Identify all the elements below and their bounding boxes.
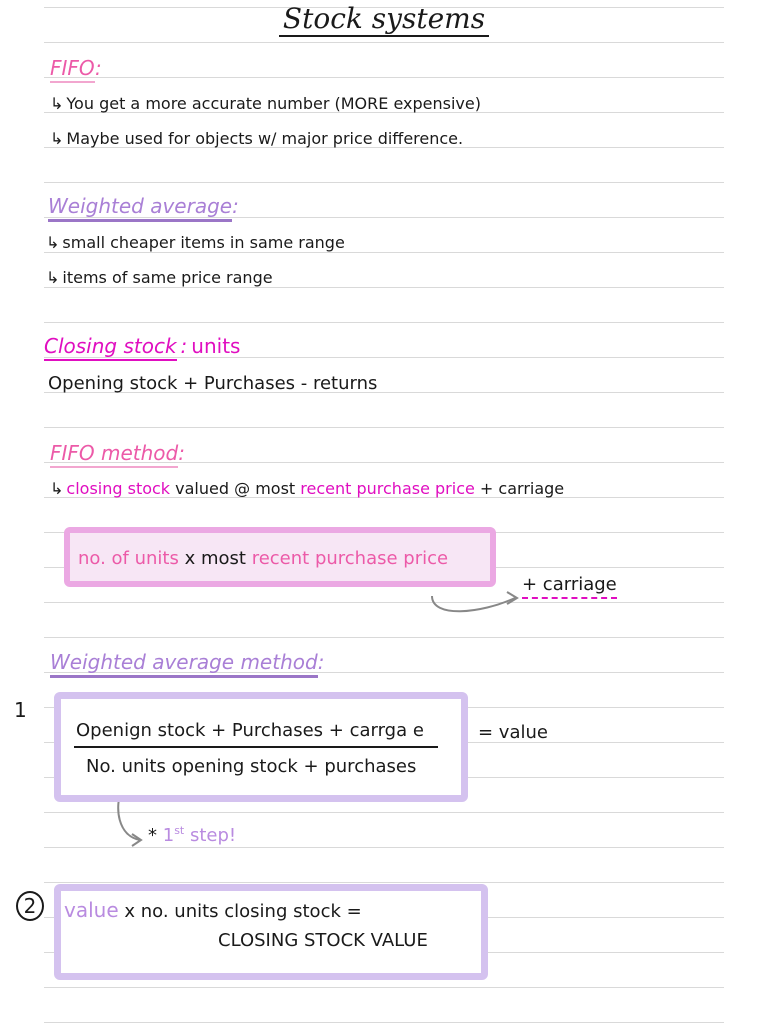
hook-arrow-icon: ↳ bbox=[46, 268, 60, 287]
weighted-average-heading bbox=[48, 194, 239, 218]
closing-stock-heading-text: Closing stock bbox=[44, 334, 177, 361]
fifo-method-heading-text: FIFO method bbox=[50, 441, 178, 468]
fifo-formula-units: no. of units bbox=[78, 548, 179, 569]
fifo-heading bbox=[50, 56, 102, 80]
fifo-heading-text: FIFO bbox=[50, 56, 95, 83]
fifo-formula-recent-price: recent purchase price bbox=[251, 548, 449, 569]
fifo-method-heading-colon: : bbox=[178, 441, 185, 465]
weighted-average-equals-value: = value bbox=[478, 722, 548, 743]
weighted-average-method-heading-text: Weighted average method bbox=[50, 650, 318, 678]
weighted-average-point-2 bbox=[46, 268, 273, 287]
fifo-point-2-text: Maybe used for objects w/ major price difference. bbox=[66, 129, 464, 148]
closing-stock-value-value: value bbox=[64, 898, 119, 922]
weighted-average-point-1-text: small cheaper items in same range bbox=[62, 233, 345, 252]
hook-arrow-icon: ↳ bbox=[50, 129, 64, 148]
first-step-note bbox=[148, 824, 236, 846]
page-title bbox=[0, 2, 768, 35]
first-step-note-number: 1 bbox=[162, 825, 175, 846]
fifo-method-recent-price: recent purchase price bbox=[300, 479, 475, 498]
closing-stock-value-times: x no. units closing stock = bbox=[124, 901, 362, 922]
closing-stock-colon: : bbox=[180, 334, 188, 358]
weighted-average-heading-text: Weighted average bbox=[48, 194, 232, 222]
closing-stock-unit: units bbox=[191, 334, 241, 358]
weighted-average-heading-colon: : bbox=[232, 194, 239, 218]
page-title-text: Stock systems bbox=[279, 2, 489, 37]
first-step-note-sup: st bbox=[174, 824, 185, 837]
weighted-average-method-colon: : bbox=[317, 650, 325, 674]
step-2-number: 2 bbox=[16, 891, 44, 921]
fifo-point-2 bbox=[50, 129, 463, 148]
hook-arrow-icon: ↳ bbox=[46, 233, 60, 252]
weighted-average-denominator: No. units opening stock + purchases bbox=[86, 756, 417, 777]
fifo-point-1-text: You get a more accurate number (MORE expensive) bbox=[66, 94, 481, 113]
fifo-method-valued-at: valued @ most bbox=[175, 479, 296, 498]
weighted-average-method-heading bbox=[50, 650, 324, 674]
fifo-method-carriage: + carriage bbox=[479, 479, 565, 498]
weighted-average-point-1 bbox=[46, 233, 345, 252]
weighted-average-numerator: Openign stock + Purchases + carrga e bbox=[76, 720, 424, 741]
closing-stock-value-formula bbox=[64, 898, 362, 922]
fifo-method-heading bbox=[50, 441, 185, 465]
hook-arrow-icon: ↳ bbox=[50, 479, 64, 498]
fifo-formula-times-most: x most bbox=[184, 548, 246, 569]
fifo-method-line bbox=[50, 479, 564, 498]
weighted-average-point-2-text: items of same price range bbox=[62, 268, 273, 287]
fifo-heading-colon: : bbox=[95, 56, 102, 80]
closing-stock-heading bbox=[44, 334, 240, 358]
fraction-bar bbox=[74, 746, 438, 748]
closing-stock-formula: Opening stock + Purchases - returns bbox=[48, 373, 378, 394]
fifo-carriage-addon-text: + carriage bbox=[522, 574, 617, 599]
fifo-method-closing-stock: closing stock bbox=[66, 479, 171, 498]
closing-stock-value-result: CLOSING STOCK VALUE bbox=[218, 930, 428, 951]
first-step-note-text: step! bbox=[189, 825, 237, 846]
asterisk-icon: * bbox=[148, 825, 157, 846]
fifo-formula bbox=[78, 548, 448, 569]
fifo-carriage-addon bbox=[522, 574, 617, 595]
hook-arrow-icon: ↳ bbox=[50, 94, 64, 113]
step-1-number: 1 bbox=[14, 698, 27, 722]
fifo-point-1 bbox=[50, 94, 481, 113]
